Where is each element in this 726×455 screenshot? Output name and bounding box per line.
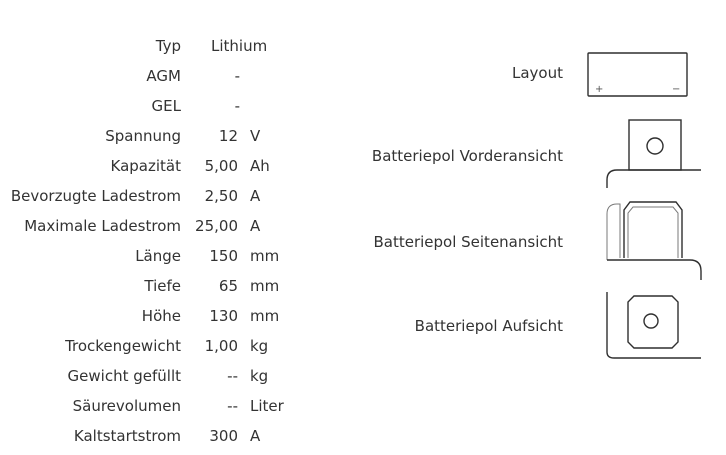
terminal-bolt bbox=[647, 138, 663, 154]
plus-terminal-label: + bbox=[595, 84, 604, 95]
spec-unit: kg bbox=[250, 337, 269, 355]
spec-row-maximale-ladestrom bbox=[0, 212, 300, 242]
spec-unit: mm bbox=[250, 247, 280, 265]
terminal-front-view-icon bbox=[604, 118, 704, 192]
spec-label: Kaltstartstrom bbox=[73, 427, 181, 445]
spec-label: Länge bbox=[135, 247, 181, 265]
spec-row-agm bbox=[0, 62, 300, 92]
spec-label: Kapazität bbox=[110, 157, 181, 175]
spec-value: 5,00 bbox=[204, 157, 238, 175]
front-view-label: Batteriepol Vorderansicht bbox=[371, 147, 563, 165]
spec-value: - bbox=[234, 97, 240, 115]
spec-unit: A bbox=[250, 427, 261, 445]
spec-value: Lithium bbox=[211, 37, 268, 55]
spec-unit: Liter bbox=[250, 397, 284, 415]
spec-row-hoehe bbox=[0, 302, 300, 332]
terminal-outer-profile bbox=[624, 202, 682, 258]
battery-top-edge bbox=[607, 170, 701, 188]
terminal-side-view-icon bbox=[604, 198, 704, 288]
layout-label: Layout bbox=[512, 64, 563, 82]
spec-label: Spannung bbox=[105, 127, 181, 145]
spec-row-spannung bbox=[0, 122, 300, 152]
spec-value: 2,50 bbox=[204, 187, 238, 205]
spec-row-gel bbox=[0, 92, 300, 122]
spec-value: 1,00 bbox=[204, 337, 238, 355]
spec-row-trockengewicht bbox=[0, 332, 300, 362]
top-view-label: Batteriepol Aufsicht bbox=[414, 317, 563, 335]
spec-unit: A bbox=[250, 187, 261, 205]
terminal-top-view-icon bbox=[604, 290, 704, 362]
spec-value: 150 bbox=[209, 247, 238, 265]
spec-unit: mm bbox=[250, 307, 280, 325]
spec-label: Bevorzugte Ladestrom bbox=[10, 187, 181, 205]
spec-value: 25,00 bbox=[195, 217, 238, 235]
spec-row-bevorzugte-ladestrom bbox=[0, 182, 300, 212]
spec-label: Säurevolumen bbox=[72, 397, 181, 415]
spec-row-tiefe bbox=[0, 272, 300, 302]
spec-label: Trockengewicht bbox=[65, 337, 181, 355]
spec-label: Maximale Ladestrom bbox=[24, 217, 181, 235]
battery-layout-icon bbox=[586, 52, 690, 98]
spec-row-saeurevolumen bbox=[0, 392, 300, 422]
spec-label: GEL bbox=[151, 97, 181, 115]
spec-table bbox=[0, 32, 300, 452]
spec-unit: A bbox=[250, 217, 261, 235]
spec-row-kapazitaet bbox=[0, 152, 300, 182]
spec-value: 65 bbox=[218, 277, 238, 295]
side-view-label: Batteriepol Seitenansicht bbox=[373, 233, 563, 251]
spec-unit: mm bbox=[250, 277, 280, 295]
spec-row-laenge bbox=[0, 242, 300, 272]
spec-value: -- bbox=[227, 367, 238, 385]
terminal-octagon bbox=[628, 296, 678, 348]
terminal-inner-profile bbox=[628, 207, 678, 258]
spec-unit: kg bbox=[250, 367, 269, 385]
spec-value: 300 bbox=[209, 427, 238, 445]
terminal-block bbox=[629, 120, 681, 170]
spec-unit: Ah bbox=[250, 157, 270, 175]
spec-unit: V bbox=[250, 127, 261, 145]
spec-label: Tiefe bbox=[144, 277, 181, 295]
spec-value: -- bbox=[227, 397, 238, 415]
spec-label: AGM bbox=[146, 67, 181, 85]
minus-terminal-label: − bbox=[672, 84, 681, 95]
terminal-bolt bbox=[644, 314, 658, 328]
spec-value: 12 bbox=[218, 127, 238, 145]
spec-value: - bbox=[234, 67, 240, 85]
spec-row-gewicht-gefuellt bbox=[0, 362, 300, 392]
battery-top-edge bbox=[607, 260, 701, 280]
spec-value: 130 bbox=[209, 307, 238, 325]
spec-label: Typ bbox=[155, 37, 181, 55]
spec-row-kaltstartstrom bbox=[0, 422, 300, 452]
battery-side-outline bbox=[607, 204, 620, 260]
spec-label: Gewicht gefüllt bbox=[67, 367, 181, 385]
spec-row-typ bbox=[0, 32, 300, 62]
spec-label: Höhe bbox=[141, 307, 181, 325]
